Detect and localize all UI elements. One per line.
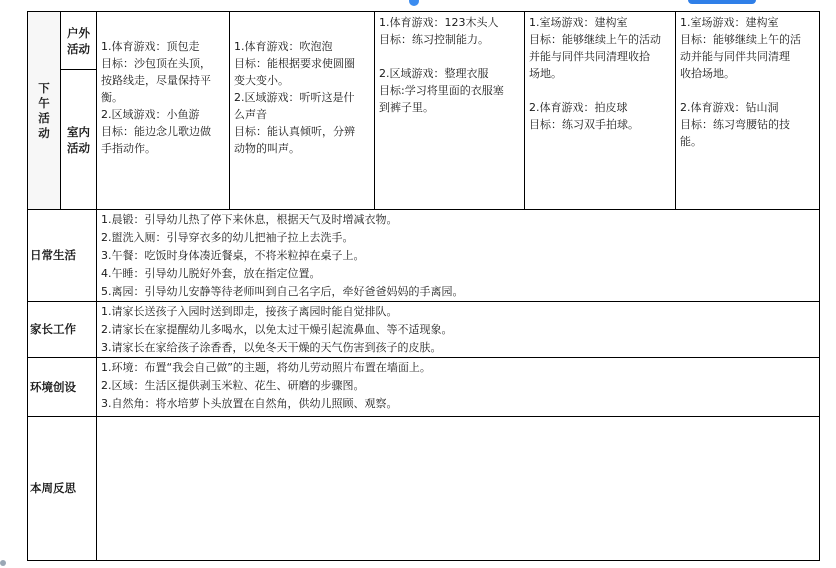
afternoon-cell-wed-content xyxy=(379,12,520,116)
activity-line: 变大变小。 xyxy=(234,74,289,87)
toolbar-button-fragment[interactable] xyxy=(688,0,756,4)
list-item: 1.晨锻：引导幼儿热了停下来休息，根据天气及时增减衣物。 xyxy=(101,213,398,226)
indoor-label xyxy=(61,70,97,210)
outdoor-label-text: 户外活动 xyxy=(66,25,90,56)
activity-line: 到裤子里。 xyxy=(379,101,434,114)
parent-work-content xyxy=(97,302,820,358)
activity-line: 目标：能够继续上午的活动 xyxy=(529,33,661,46)
list-item: 3.午餐：吃饭时身体凑近餐桌，不将米粒掉在桌子上。 xyxy=(101,249,365,262)
activity-line: 么声音 xyxy=(234,108,267,121)
reflection-content[interactable] xyxy=(97,417,820,561)
afternoon-section-label xyxy=(28,12,61,210)
activity-line: 2.体育游戏：拍皮球 xyxy=(529,101,628,114)
list-item: 4.午睡：引导幼儿脱好外套，放在指定位置。 xyxy=(101,267,321,280)
outdoor-label xyxy=(61,12,97,70)
activity-line xyxy=(680,82,815,99)
activity-line: 2.区域游戏：整理衣服 xyxy=(379,67,489,80)
activity-line: 1.室场游戏：建构室 xyxy=(529,16,628,29)
status-dot-icon xyxy=(409,0,419,6)
reflection-label xyxy=(28,417,97,561)
afternoon-cell-fri-content xyxy=(680,12,815,150)
afternoon-label-text xyxy=(38,80,50,140)
list-item: 2.区域：生活区提供剥玉米粒、花生、研磨的步骤图。 xyxy=(101,379,365,392)
activity-line: 目标：沙包顶在头顶， xyxy=(101,57,211,70)
window-top-strip xyxy=(0,0,836,8)
environment-row xyxy=(28,358,820,417)
activity-line: 目标：练习控制能力。 xyxy=(379,33,489,46)
afternoon-cell-fri xyxy=(676,12,820,210)
activity-line: 动并能与同伴共同清理 xyxy=(680,50,790,63)
list-item: 3.自然角：将水培萝卜头放置在自然角，供幼儿照顾、观察。 xyxy=(101,397,398,410)
environment-label xyxy=(28,358,97,417)
list-item: 5.离园：引导幼儿安静等待老师叫到自己名字后，牵好爸爸妈妈的手离园。 xyxy=(101,285,464,298)
activity-line: 2.体育游戏：钻山洞 xyxy=(680,101,779,114)
daily-life-content xyxy=(97,210,820,302)
afternoon-cell-tue xyxy=(230,12,375,210)
parent-work-label-text: 家长工作 xyxy=(30,322,76,336)
afternoon-outdoor-row xyxy=(28,12,820,70)
afternoon-cell-mon-content xyxy=(101,12,225,157)
activity-line: 1.室场游戏：建构室 xyxy=(680,16,779,29)
parent-work-label xyxy=(28,302,97,358)
activity-line: 1.体育游戏：123木头人 xyxy=(379,16,499,29)
activity-line: 并能与同伴共同清理收拾 xyxy=(529,50,650,63)
activity-line: 场地。 xyxy=(529,67,562,80)
daily-life-row xyxy=(28,210,820,302)
activity-line: 目标：能边念儿歌边做 xyxy=(101,125,211,138)
weekly-plan-table xyxy=(27,11,820,561)
list-item: 2.盥洗入厕：引导穿衣多的幼儿把袖子拉上去洗手。 xyxy=(101,231,354,244)
environment-content xyxy=(97,358,820,417)
list-item: 3.请家长在家给孩子涂香香，以免冬天干燥的天气伤害到孩子的皮肤。 xyxy=(101,341,442,354)
list-item: 1.环境：布置“我会自己做”的主题，将幼儿劳动照片布置在墙面上。 xyxy=(101,361,431,374)
activity-line: 收拾场地。 xyxy=(680,67,735,80)
vertical-label-chars: 下午活动 xyxy=(38,80,50,140)
activity-line: 目标：能认真倾听，分辨 xyxy=(234,125,355,138)
parent-work-row xyxy=(28,302,820,358)
activity-line: 能。 xyxy=(680,135,702,148)
activity-line: 目标:学习将里面的衣服塞 xyxy=(379,84,504,97)
parent-work-list xyxy=(101,302,815,357)
list-item: 2.请家长在家提醒幼儿多喝水，以免太过干燥引起流鼻血、等不适现象。 xyxy=(101,323,453,336)
activity-line xyxy=(529,82,671,99)
activity-line: 目标：练习双手拍球。 xyxy=(529,118,639,131)
activity-line: 动物的叫声。 xyxy=(234,142,300,155)
activity-line: 衡。 xyxy=(101,91,123,104)
reflection-row xyxy=(28,417,820,561)
activity-line: 按路线走，尽量保持平 xyxy=(101,74,211,87)
daily-life-label-text: 日常生活 xyxy=(30,248,76,262)
afternoon-cell-wed xyxy=(375,12,525,210)
activity-line: 目标：练习弯腰钻的技 xyxy=(680,118,790,131)
activity-line: 1.体育游戏：顶包走 xyxy=(101,40,200,53)
list-item: 1.请家长送孩子入园时送到即走，接孩子离园时能自觉排队。 xyxy=(101,305,398,318)
indoor-label-text: 室内活动 xyxy=(66,124,90,155)
activity-line: 手指动作。 xyxy=(101,142,156,155)
activity-line: 2.区域游戏：听听这是什 xyxy=(234,91,355,104)
environment-list xyxy=(101,358,815,413)
afternoon-cell-thu xyxy=(525,12,676,210)
afternoon-cell-mon xyxy=(97,12,230,210)
reflection-label-text: 本周反思 xyxy=(30,481,76,495)
afternoon-cell-thu-content xyxy=(529,12,671,133)
activity-line xyxy=(379,48,520,65)
scroll-indicator-dot xyxy=(0,560,6,566)
activity-line: 目标：能够继续上午的活 xyxy=(680,33,801,46)
daily-life-label xyxy=(28,210,97,302)
daily-life-list xyxy=(101,210,815,301)
afternoon-cell-tue-content xyxy=(234,12,370,157)
environment-label-text: 环境创设 xyxy=(30,379,76,394)
activity-line: 1.体育游戏：吹泡泡 xyxy=(234,40,333,53)
activity-line: 目标：能根据要求使圆圈 xyxy=(234,57,355,70)
activity-line: 2.区域游戏：小鱼游 xyxy=(101,108,200,121)
